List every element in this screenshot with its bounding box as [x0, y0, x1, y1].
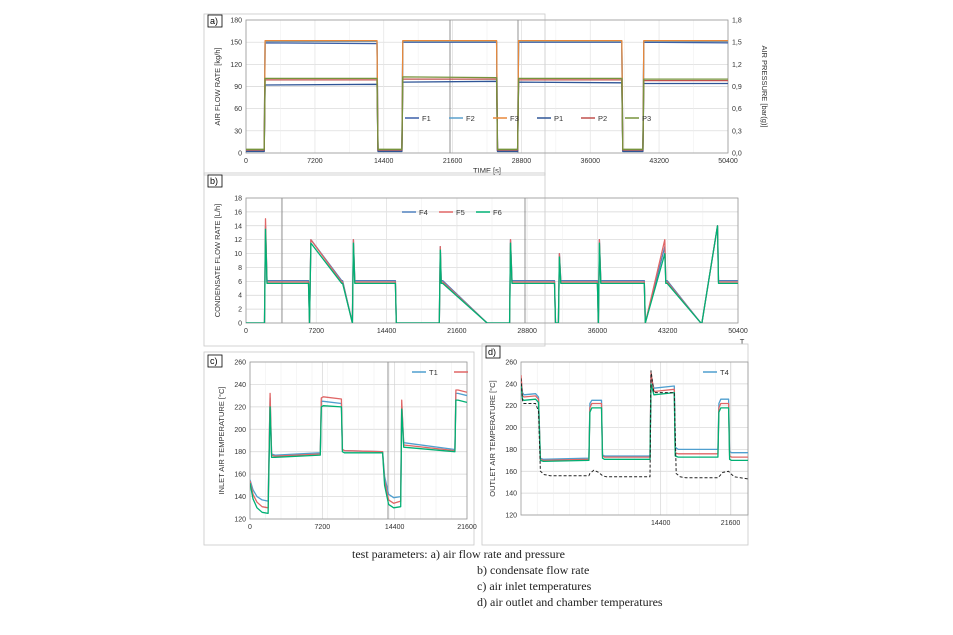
panel-label-b: [208, 175, 222, 187]
legend-label: P1: [554, 114, 564, 123]
y-tick-label: 240: [505, 381, 517, 389]
y-tick-label: 18: [234, 195, 242, 203]
y-tick-label: 6: [238, 278, 242, 286]
y-axis-label: CONDENSATE FLOW RATE [L/h]: [213, 203, 222, 318]
caption-line-1: [352, 546, 772, 562]
y-tick-label: 160: [505, 468, 517, 476]
panel-label-c: [208, 355, 222, 367]
x-tick-label: 7200: [314, 524, 331, 531]
y-tick-label: 12: [234, 237, 242, 245]
legend-label: F1: [422, 114, 431, 123]
y-axis-label: AIR FLOW RATE [kg/h]: [213, 47, 222, 126]
y2-tick-label: 0,0: [732, 150, 742, 158]
grid: [246, 20, 728, 153]
y-tick-label: 120: [234, 516, 246, 524]
legend-label: F5: [456, 208, 465, 217]
x-tick-label: 14400: [650, 520, 671, 527]
grid: [246, 198, 738, 323]
y-tick-label: 30: [234, 128, 242, 136]
panel-label-d: [486, 346, 500, 358]
y-tick-label: 260: [234, 359, 246, 367]
grid: [250, 362, 467, 519]
x-tick-label: 36000: [580, 158, 601, 165]
y2-tick-label: 1,5: [732, 39, 742, 47]
panel-label-text: c): [210, 356, 218, 366]
x-tick-label: 14400: [376, 328, 397, 335]
x-tick-label: 7200: [307, 158, 323, 165]
y2-tick-label: 0,3: [732, 128, 742, 136]
y-axis-label: INLET AIR TEMPERATURE [°C]: [217, 386, 226, 495]
y-tick-label: 120: [230, 61, 242, 69]
grid: [521, 362, 748, 515]
panel-label-text: d): [488, 347, 497, 357]
chart-panel-c: [204, 352, 477, 545]
x-tick-label: 21600: [442, 158, 463, 165]
x-tick-label: 0: [244, 328, 248, 335]
y-tick-label: 140: [505, 490, 517, 498]
y-tick-label: 10: [234, 251, 242, 259]
x-tick-label: 43200: [649, 158, 669, 165]
y-tick-label: 60: [234, 106, 242, 114]
y-tick-label: 120: [505, 512, 517, 520]
y-tick-label: 180: [230, 17, 242, 25]
x-tick-label: 28800: [511, 158, 532, 165]
x-tick-label: 14400: [373, 158, 394, 165]
x-tick-label: 50400: [718, 158, 738, 165]
chart-panel-d: [482, 344, 748, 545]
panel-label-text: b): [210, 176, 219, 186]
y-tick-label: 240: [234, 381, 246, 389]
x-tick-label: 7200: [308, 328, 325, 335]
y2-axis-label: AIR PRESSURE [bar(g)]: [760, 45, 769, 128]
caption-item-c: c) air inlet temperatures: [477, 579, 592, 593]
x-axis-label: T: [739, 337, 745, 346]
y-tick-label: 2: [238, 306, 242, 314]
legend-label: F2: [466, 114, 475, 123]
y-tick-label: 180: [505, 446, 517, 454]
x-tick-label: 43200: [657, 328, 678, 335]
y-tick-label: 0: [238, 150, 242, 158]
chart-panel-b: [204, 173, 748, 346]
y-tick-label: 200: [234, 426, 246, 434]
y-tick-label: 4: [238, 292, 242, 300]
x-tick-label: 36000: [587, 328, 608, 335]
y-tick-label: 220: [234, 404, 246, 412]
y-tick-label: 90: [234, 84, 242, 91]
chart-panel-a: [204, 14, 769, 175]
caption-item-d: d) air outlet and chamber temperatures: [477, 595, 663, 609]
panel-label-text: a): [210, 16, 219, 26]
legend: [402, 208, 502, 217]
y-tick-label: 160: [234, 471, 246, 479]
legend-label: F4: [419, 208, 428, 217]
y-tick-label: 16: [234, 209, 242, 217]
y2-tick-label: 1,8: [732, 17, 742, 25]
y2-tick-label: 0,9: [732, 84, 742, 91]
x-tick-label: 0: [244, 158, 248, 165]
y-tick-label: 200: [505, 425, 517, 433]
y-tick-label: 14: [234, 223, 242, 231]
y2-tick-label: 1,2: [732, 61, 742, 69]
legend-label: F3: [510, 114, 519, 123]
legend: [703, 368, 729, 377]
legend-label: P3: [642, 114, 652, 123]
panel-frame: [204, 173, 545, 346]
caption-item-a: a) air flow rate and pressure: [430, 547, 565, 561]
y-tick-label: 260: [505, 359, 517, 367]
y-tick-label: 140: [234, 494, 246, 502]
x-tick-label: 14400: [384, 524, 405, 531]
caption-lead: test parameters:: [352, 547, 428, 561]
legend-label: F6: [493, 208, 502, 217]
legend-label: P2: [598, 114, 608, 123]
caption-item-b: b) condensate flow rate: [477, 563, 590, 577]
y-tick-label: 180: [234, 449, 246, 457]
y-axis-label: OUTLET AIR TEMPERATURE [°C]: [488, 380, 497, 497]
x-tick-label: 0: [248, 524, 252, 531]
x-axis-label: TIME [s]: [473, 166, 501, 175]
legend: [405, 114, 651, 123]
x-tick-label: 21600: [447, 328, 467, 335]
y-tick-label: 0: [238, 320, 242, 328]
x-tick-label: 50400: [728, 328, 748, 335]
y-tick-label: 150: [230, 39, 242, 47]
legend-label: T4: [720, 368, 729, 377]
panel-label-a: [208, 15, 222, 27]
legend-label: T1: [429, 368, 438, 377]
y2-tick-label: 0,6: [732, 106, 742, 114]
figure-caption: [352, 546, 772, 610]
x-tick-label: 28800: [517, 328, 537, 335]
y-tick-label: 220: [505, 403, 517, 411]
x-tick-label: 21600: [720, 520, 741, 527]
x-tick-label: 21600: [457, 524, 477, 531]
y-tick-label: 8: [238, 264, 242, 272]
